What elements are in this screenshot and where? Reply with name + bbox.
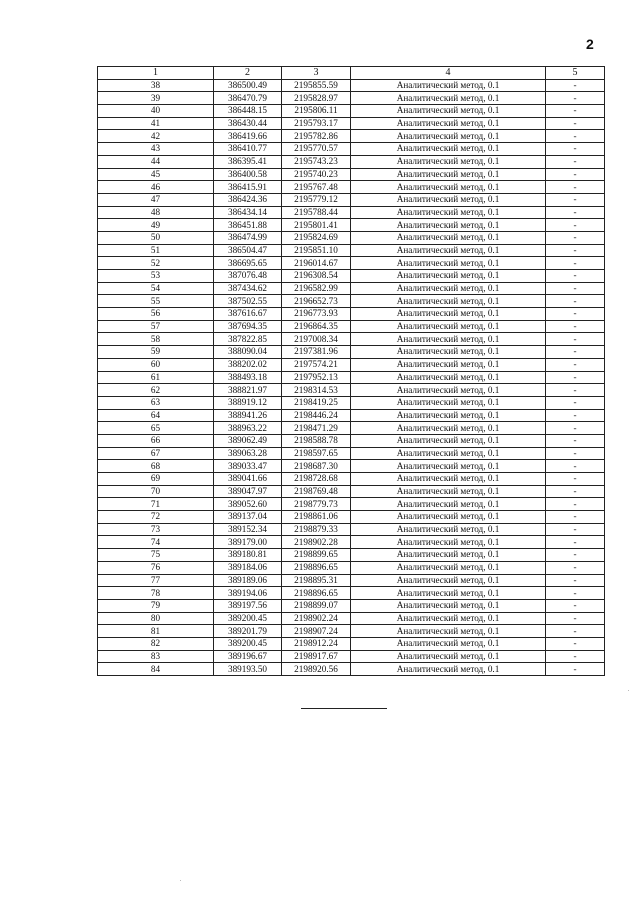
x-coordinate-cell: 386500.49 [214,79,282,92]
x-coordinate-cell: 386504.47 [214,244,282,257]
table-row [98,599,605,612]
method-cell: Аналитический метод, 0.1 [351,561,546,574]
method-cell: Аналитический метод, 0.1 [351,117,546,130]
note-cell: - [546,460,605,473]
table-row [98,206,605,219]
point-number-cell: 57 [98,320,214,333]
method-cell: Аналитический метод, 0.1 [351,434,546,447]
note-cell: - [546,244,605,257]
x-coordinate-cell: 388919.12 [214,396,282,409]
y-coordinate-cell: 2196773.93 [282,308,351,321]
point-number-cell: 62 [98,384,214,397]
point-number-cell: 45 [98,168,214,181]
table-row [98,346,605,359]
footer-divider [301,708,387,709]
table-row [98,193,605,206]
table-row [98,663,605,676]
y-coordinate-cell: 2195743.23 [282,155,351,168]
note-cell: - [546,384,605,397]
table-row [98,536,605,549]
note-cell: - [546,587,605,600]
y-coordinate-cell: 2198896.65 [282,587,351,600]
x-coordinate-cell: 389047.97 [214,485,282,498]
y-coordinate-cell: 2195767.48 [282,181,351,194]
x-coordinate-cell: 389197.56 [214,599,282,612]
point-number-cell: 47 [98,193,214,206]
x-coordinate-cell: 389201.79 [214,625,282,638]
x-coordinate-cell: 389033.47 [214,460,282,473]
point-number-cell: 63 [98,396,214,409]
table-row [98,460,605,473]
table-row [98,105,605,118]
y-coordinate-cell: 2198920.56 [282,663,351,676]
point-number-cell: 77 [98,574,214,587]
table-row [98,587,605,600]
table-row [98,130,605,143]
x-coordinate-cell: 386395.41 [214,155,282,168]
method-cell: Аналитический метод, 0.1 [351,92,546,105]
y-coordinate-cell: 2197574.21 [282,358,351,371]
note-cell: - [546,358,605,371]
y-coordinate-cell: 2198907.24 [282,625,351,638]
y-coordinate-cell: 2195740.23 [282,168,351,181]
y-coordinate-cell: 2198314.53 [282,384,351,397]
x-coordinate-cell: 388202.02 [214,358,282,371]
method-cell: Аналитический метод, 0.1 [351,346,546,359]
y-coordinate-cell: 2197008.34 [282,333,351,346]
method-cell: Аналитический метод, 0.1 [351,168,546,181]
x-coordinate-cell: 387434.62 [214,282,282,295]
x-coordinate-cell: 389137.04 [214,511,282,524]
x-coordinate-cell: 389189.06 [214,574,282,587]
point-number-cell: 65 [98,422,214,435]
table-row [98,434,605,447]
method-cell: Аналитический метод, 0.1 [351,637,546,650]
x-coordinate-cell: 386434.14 [214,206,282,219]
note-cell: - [546,270,605,283]
note-cell: - [546,574,605,587]
point-number-cell: 61 [98,371,214,384]
method-cell: Аналитический метод, 0.1 [351,244,546,257]
method-cell: Аналитический метод, 0.1 [351,460,546,473]
table-header-row [98,67,605,80]
column-header-5: 5 [546,67,605,80]
point-number-cell: 73 [98,523,214,536]
table-row [98,511,605,524]
note-cell: - [546,561,605,574]
table-row [98,409,605,422]
y-coordinate-cell: 2198446.24 [282,409,351,422]
x-coordinate-cell: 386474.99 [214,231,282,244]
table-body [98,79,605,675]
point-number-cell: 59 [98,346,214,359]
y-coordinate-cell: 2195770.57 [282,143,351,156]
method-cell: Аналитический метод, 0.1 [351,105,546,118]
method-cell: Аналитический метод, 0.1 [351,409,546,422]
x-coordinate-cell: 389041.66 [214,473,282,486]
method-cell: Аналитический метод, 0.1 [351,447,546,460]
table-row [98,498,605,511]
point-number-cell: 48 [98,206,214,219]
point-number-cell: 41 [98,117,214,130]
y-coordinate-cell: 2198912.24 [282,637,351,650]
y-coordinate-cell: 2198879.33 [282,523,351,536]
method-cell: Аналитический метод, 0.1 [351,181,546,194]
method-cell: Аналитический метод, 0.1 [351,130,546,143]
method-cell: Аналитический метод, 0.1 [351,231,546,244]
note-cell: - [546,434,605,447]
y-coordinate-cell: 2198902.24 [282,612,351,625]
x-coordinate-cell: 389152.34 [214,523,282,536]
method-cell: Аналитический метод, 0.1 [351,257,546,270]
method-cell: Аналитический метод, 0.1 [351,574,546,587]
note-cell: - [546,650,605,663]
method-cell: Аналитический метод, 0.1 [351,358,546,371]
point-number-cell: 53 [98,270,214,283]
x-coordinate-cell: 387822.85 [214,333,282,346]
note-cell: - [546,612,605,625]
x-coordinate-cell: 386424.36 [214,193,282,206]
y-coordinate-cell: 2196582.99 [282,282,351,295]
method-cell: Аналитический метод, 0.1 [351,498,546,511]
table-row [98,320,605,333]
table-row [98,244,605,257]
table-row [98,612,605,625]
table-row [98,371,605,384]
note-cell: - [546,422,605,435]
point-number-cell: 72 [98,511,214,524]
note-cell: - [546,320,605,333]
method-cell: Аналитический метод, 0.1 [351,384,546,397]
method-cell: Аналитический метод, 0.1 [351,320,546,333]
table-row [98,549,605,562]
method-cell: Аналитический метод, 0.1 [351,219,546,232]
point-number-cell: 43 [98,143,214,156]
table-row [98,485,605,498]
method-cell: Аналитический метод, 0.1 [351,396,546,409]
y-coordinate-cell: 2198899.07 [282,599,351,612]
y-coordinate-cell: 2198896.65 [282,561,351,574]
point-number-cell: 56 [98,308,214,321]
point-number-cell: 68 [98,460,214,473]
note-cell: - [546,409,605,422]
column-header-4: 4 [351,67,546,80]
method-cell: Аналитический метод, 0.1 [351,612,546,625]
method-cell: Аналитический метод, 0.1 [351,473,546,486]
note-cell: - [546,473,605,486]
point-number-cell: 54 [98,282,214,295]
method-cell: Аналитический метод, 0.1 [351,599,546,612]
y-coordinate-cell: 2195828.97 [282,92,351,105]
point-number-cell: 74 [98,536,214,549]
table-row [98,625,605,638]
point-number-cell: 49 [98,219,214,232]
y-coordinate-cell: 2195779.12 [282,193,351,206]
table-row [98,257,605,270]
y-coordinate-cell: 2195788.44 [282,206,351,219]
x-coordinate-cell: 386415.91 [214,181,282,194]
x-coordinate-cell: 386410.77 [214,143,282,156]
note-cell: - [546,498,605,511]
x-coordinate-cell: 388821.97 [214,384,282,397]
note-cell: - [546,168,605,181]
y-coordinate-cell: 2196014.67 [282,257,351,270]
table-row [98,650,605,663]
x-coordinate-cell: 389193.50 [214,663,282,676]
note-cell: - [546,371,605,384]
method-cell: Аналитический метод, 0.1 [351,663,546,676]
scan-speck [180,880,181,881]
note-cell: - [546,117,605,130]
method-cell: Аналитический метод, 0.1 [351,295,546,308]
method-cell: Аналитический метод, 0.1 [351,587,546,600]
y-coordinate-cell: 2195855.59 [282,79,351,92]
point-number-cell: 67 [98,447,214,460]
point-number-cell: 79 [98,599,214,612]
x-coordinate-cell: 389194.06 [214,587,282,600]
x-coordinate-cell: 386430.44 [214,117,282,130]
table-row [98,270,605,283]
point-number-cell: 66 [98,434,214,447]
y-coordinate-cell: 2195824.69 [282,231,351,244]
y-coordinate-cell: 2198899.65 [282,549,351,562]
note-cell: - [546,206,605,219]
x-coordinate-cell: 389052.60 [214,498,282,511]
y-coordinate-cell: 2195782.86 [282,130,351,143]
y-coordinate-cell: 2197952.13 [282,371,351,384]
x-coordinate-cell: 386695.65 [214,257,282,270]
point-number-cell: 60 [98,358,214,371]
x-coordinate-cell: 387076.48 [214,270,282,283]
note-cell: - [546,396,605,409]
table-row [98,574,605,587]
point-number-cell: 38 [98,79,214,92]
method-cell: Аналитический метод, 0.1 [351,193,546,206]
point-number-cell: 40 [98,105,214,118]
note-cell: - [546,79,605,92]
note-cell: - [546,625,605,638]
scan-speck [628,690,629,691]
note-cell: - [546,549,605,562]
table-row [98,308,605,321]
method-cell: Аналитический метод, 0.1 [351,143,546,156]
method-cell: Аналитический метод, 0.1 [351,625,546,638]
y-coordinate-cell: 2198728.68 [282,473,351,486]
x-coordinate-cell: 387502.55 [214,295,282,308]
y-coordinate-cell: 2195793.17 [282,117,351,130]
x-coordinate-cell: 388493.18 [214,371,282,384]
note-cell: - [546,536,605,549]
point-number-cell: 64 [98,409,214,422]
point-number-cell: 84 [98,663,214,676]
method-cell: Аналитический метод, 0.1 [351,650,546,663]
method-cell: Аналитический метод, 0.1 [351,308,546,321]
point-number-cell: 75 [98,549,214,562]
column-header-3: 3 [282,67,351,80]
note-cell: - [546,181,605,194]
table-row [98,561,605,574]
table-row [98,447,605,460]
note-cell: - [546,130,605,143]
coordinates-table [97,66,605,676]
x-coordinate-cell: 388963.22 [214,422,282,435]
y-coordinate-cell: 2198588.78 [282,434,351,447]
x-coordinate-cell: 386419.66 [214,130,282,143]
method-cell: Аналитический метод, 0.1 [351,371,546,384]
method-cell: Аналитический метод, 0.1 [351,422,546,435]
note-cell: - [546,663,605,676]
method-cell: Аналитический метод, 0.1 [351,206,546,219]
note-cell: - [546,333,605,346]
x-coordinate-cell: 386451.88 [214,219,282,232]
point-number-cell: 44 [98,155,214,168]
y-coordinate-cell: 2196864.35 [282,320,351,333]
point-number-cell: 76 [98,561,214,574]
point-number-cell: 51 [98,244,214,257]
point-number-cell: 78 [98,587,214,600]
method-cell: Аналитический метод, 0.1 [351,333,546,346]
note-cell: - [546,282,605,295]
point-number-cell: 55 [98,295,214,308]
y-coordinate-cell: 2195851.10 [282,244,351,257]
table-row [98,231,605,244]
y-coordinate-cell: 2196652.73 [282,295,351,308]
table-row [98,181,605,194]
table-row [98,79,605,92]
x-coordinate-cell: 387694.35 [214,320,282,333]
note-cell: - [546,523,605,536]
note-cell: - [546,92,605,105]
x-coordinate-cell: 386400.58 [214,168,282,181]
method-cell: Аналитический метод, 0.1 [351,549,546,562]
note-cell: - [546,295,605,308]
table-row [98,422,605,435]
x-coordinate-cell: 386470.79 [214,92,282,105]
y-coordinate-cell: 2198769.48 [282,485,351,498]
y-coordinate-cell: 2195801.41 [282,219,351,232]
table-row [98,384,605,397]
point-number-cell: 39 [98,92,214,105]
table-row [98,117,605,130]
point-number-cell: 71 [98,498,214,511]
note-cell: - [546,447,605,460]
y-coordinate-cell: 2198895.31 [282,574,351,587]
method-cell: Аналитический метод, 0.1 [351,485,546,498]
note-cell: - [546,346,605,359]
x-coordinate-cell: 389179.00 [214,536,282,549]
x-coordinate-cell: 386448.15 [214,105,282,118]
note-cell: - [546,193,605,206]
x-coordinate-cell: 388941.26 [214,409,282,422]
table-row [98,219,605,232]
point-number-cell: 69 [98,473,214,486]
column-header-2: 2 [214,67,282,80]
table-row [98,473,605,486]
y-coordinate-cell: 2195806.11 [282,105,351,118]
note-cell: - [546,599,605,612]
x-coordinate-cell: 387616.67 [214,308,282,321]
note-cell: - [546,511,605,524]
page-number: 2 [586,36,594,52]
point-number-cell: 70 [98,485,214,498]
table-row [98,396,605,409]
note-cell: - [546,485,605,498]
y-coordinate-cell: 2198902.28 [282,536,351,549]
x-coordinate-cell: 388090.04 [214,346,282,359]
method-cell: Аналитический метод, 0.1 [351,155,546,168]
x-coordinate-cell: 389184.06 [214,561,282,574]
note-cell: - [546,308,605,321]
y-coordinate-cell: 2198917.67 [282,650,351,663]
table-row [98,168,605,181]
point-number-cell: 81 [98,625,214,638]
y-coordinate-cell: 2198687.30 [282,460,351,473]
point-number-cell: 50 [98,231,214,244]
x-coordinate-cell: 389063.28 [214,447,282,460]
y-coordinate-cell: 2198779.73 [282,498,351,511]
note-cell: - [546,143,605,156]
x-coordinate-cell: 389180.81 [214,549,282,562]
point-number-cell: 82 [98,637,214,650]
table-row [98,637,605,650]
note-cell: - [546,637,605,650]
table-row [98,295,605,308]
note-cell: - [546,105,605,118]
column-header-1: 1 [98,67,214,80]
note-cell: - [546,219,605,232]
y-coordinate-cell: 2197381.96 [282,346,351,359]
method-cell: Аналитический метод, 0.1 [351,282,546,295]
point-number-cell: 80 [98,612,214,625]
y-coordinate-cell: 2198471.29 [282,422,351,435]
method-cell: Аналитический метод, 0.1 [351,79,546,92]
x-coordinate-cell: 389200.45 [214,637,282,650]
note-cell: - [546,155,605,168]
point-number-cell: 42 [98,130,214,143]
table-row [98,523,605,536]
point-number-cell: 83 [98,650,214,663]
table-row [98,155,605,168]
table-row [98,358,605,371]
point-number-cell: 52 [98,257,214,270]
y-coordinate-cell: 2198597.65 [282,447,351,460]
x-coordinate-cell: 389196.67 [214,650,282,663]
table-row [98,282,605,295]
y-coordinate-cell: 2196308.54 [282,270,351,283]
method-cell: Аналитический метод, 0.1 [351,536,546,549]
point-number-cell: 46 [98,181,214,194]
note-cell: - [546,257,605,270]
y-coordinate-cell: 2198861.06 [282,511,351,524]
table-row [98,143,605,156]
method-cell: Аналитический метод, 0.1 [351,523,546,536]
y-coordinate-cell: 2198419.25 [282,396,351,409]
table-row [98,92,605,105]
point-number-cell: 58 [98,333,214,346]
table-row [98,333,605,346]
method-cell: Аналитический метод, 0.1 [351,270,546,283]
method-cell: Аналитический метод, 0.1 [351,511,546,524]
x-coordinate-cell: 389200.45 [214,612,282,625]
note-cell: - [546,231,605,244]
x-coordinate-cell: 389062.49 [214,434,282,447]
